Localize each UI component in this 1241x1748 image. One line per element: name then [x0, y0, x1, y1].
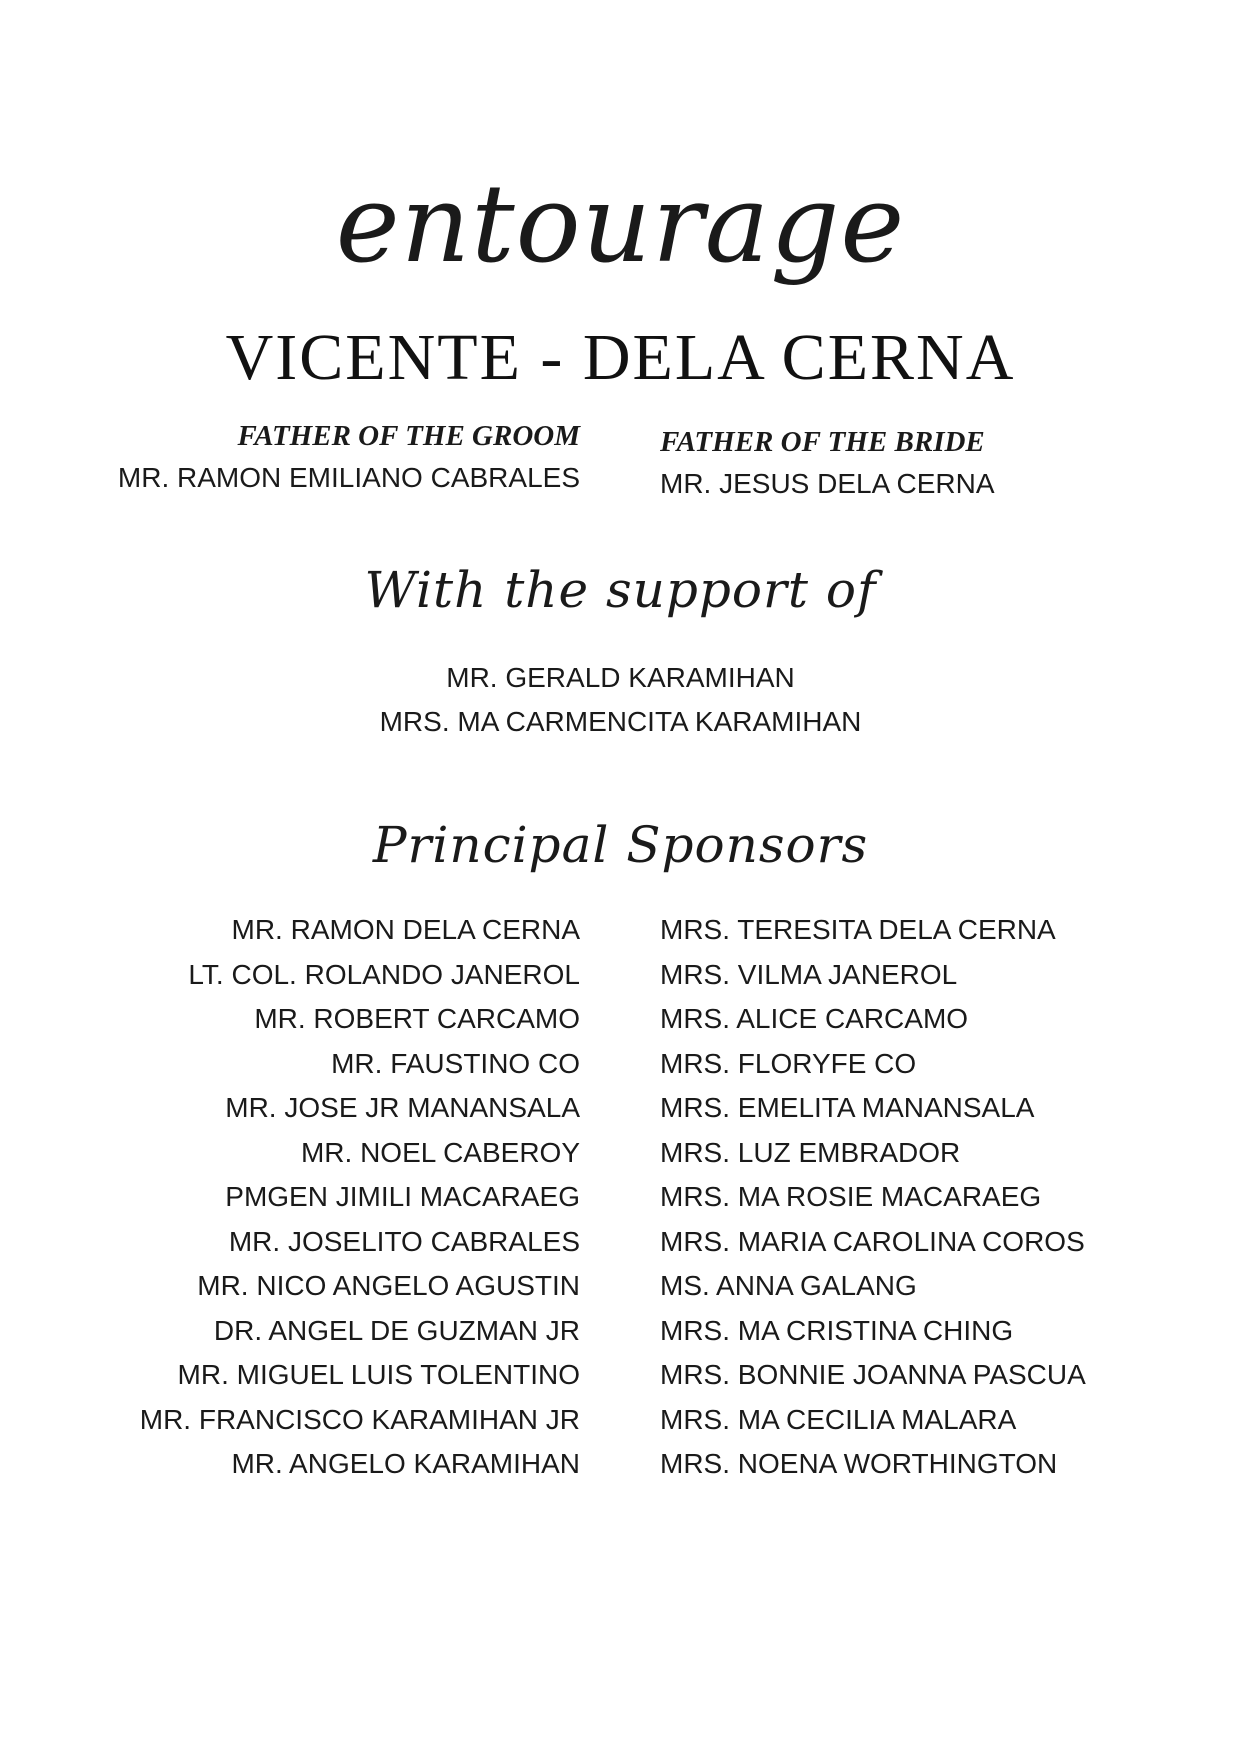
sponsor-name: MRS. NOENA WORTHINGTON	[660, 1448, 1058, 1479]
support-name: MR. GERALD KARAMIHAN	[446, 662, 795, 693]
sponsor-name: MR. NOEL CABEROY	[300, 1136, 580, 1168]
sponsor-name: MR. NICO ANGELO AGUSTIN	[197, 1270, 580, 1301]
sponsor-name: MRS. BONNIE JOANNA PASCUA	[660, 1359, 1086, 1390]
sponsor-name: MR. RAMON DELA CERNA	[231, 914, 580, 945]
support-name: MRS. MA CARMENCITA KARAMIHAN	[379, 706, 862, 737]
sponsor-name: MRS. TERESITA DELA CERNA	[660, 914, 1056, 945]
groom-father-name: MR. RAMON EMILIANO CABRALES	[117, 462, 580, 493]
sponsor-name: DR. ANGEL DE GUZMAN JR	[213, 1314, 580, 1346]
principal-sponsors-heading: Principal Sponsors	[372, 816, 869, 874]
sponsor-name: PMGEN JIMILI MACARAEG	[225, 1181, 580, 1212]
sponsor-name: MRS. MA ROSIE MACARAEG	[660, 1181, 1042, 1212]
sponsor-name: MR. JOSE JR MANANSALA	[225, 1092, 580, 1123]
sponsors-right-column	[660, 908, 1220, 1487]
sponsor-name: MRS. FLORYFE CO	[660, 1047, 917, 1079]
groom-father-block	[20, 418, 580, 498]
sponsor-name: MRS. MA CECILIA MALARA	[660, 1403, 1017, 1435]
entourage-script-title: entourage	[335, 162, 906, 287]
sponsors-left-column	[60, 908, 580, 1487]
sponsor-name: MRS. ALICE CARCAMO	[660, 1003, 969, 1034]
sponsor-name: MRS. MARIA CAROLINA COROS	[660, 1225, 1085, 1257]
sponsor-name: MR. ANGELO KARAMIHAN	[231, 1448, 580, 1479]
bride-father-name: MR. JESUS DELA CERNA	[660, 468, 995, 499]
sponsor-name: MS. ANNA GALANG	[660, 1270, 917, 1301]
sponsor-name: MR. FRANCISCO KARAMIHAN JR	[139, 1403, 580, 1435]
sponsor-name: MR. MIGUEL LUIS TOLENTINO	[177, 1359, 580, 1390]
sponsor-name: MRS. VILMA JANEROL	[660, 958, 958, 990]
sponsor-name: MR. FAUSTINO CO	[331, 1047, 580, 1079]
couple-names: VICENTE - DELA CERNA	[225, 321, 1016, 394]
sponsor-name: MRS. MA CRISTINA CHING	[660, 1314, 1014, 1346]
groom-father-role: FATHER OF THE GROOM	[237, 420, 580, 452]
bride-father-role: FATHER OF THE BRIDE	[660, 426, 985, 458]
sponsor-name: MR. JOSELITO CABRALES	[228, 1225, 580, 1257]
support-list	[0, 656, 1241, 744]
sponsor-name: LT. COL. ROLANDO JANEROL	[188, 958, 580, 990]
support-heading: With the support of	[364, 561, 877, 619]
bride-father-block	[660, 424, 1220, 504]
sponsor-name: MRS. LUZ EMBRADOR	[660, 1136, 961, 1168]
sponsor-name: MR. ROBERT CARCAMO	[254, 1003, 580, 1034]
sponsor-name: MRS. EMELITA MANANSALA	[660, 1092, 1035, 1123]
